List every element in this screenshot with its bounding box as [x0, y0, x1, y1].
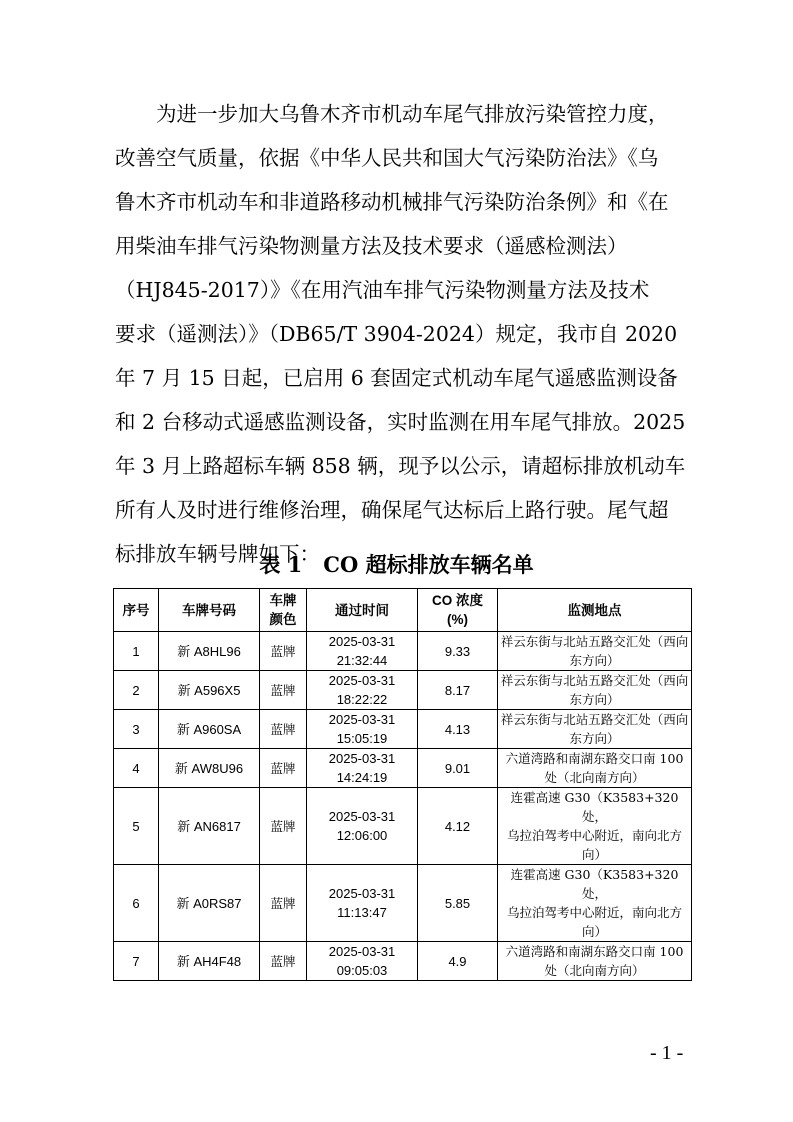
cell-plate: 新 A0RS87	[159, 865, 260, 942]
cell-location-line2: 乌拉泊驾考中心附近，南向北方	[506, 905, 682, 920]
cell-location-line3: 向）	[581, 924, 607, 939]
cell-seq: 4	[114, 749, 159, 788]
cell-co: 4.12	[418, 788, 498, 865]
co-exceed-vehicle-table	[113, 588, 692, 981]
cell-location-line1: 六道湾路和南湖东路交口南 100	[505, 944, 684, 959]
cell-plate: 新 A960SA	[159, 710, 260, 749]
cell-location	[498, 671, 692, 710]
paragraph-line: 改善空气质量，依据《中华人民共和国大气污染防治法》《乌	[115, 146, 659, 170]
paragraph-line: 用柴油车排气污染物测量方法及技术要求（遥感检测法）	[115, 234, 628, 258]
cell-location	[498, 749, 692, 788]
table-row	[114, 942, 692, 981]
cell-seq: 7	[114, 942, 159, 981]
cell-location	[498, 788, 692, 865]
cell-location-line2: 东方向）	[569, 692, 620, 707]
header-plate: 车牌号码	[159, 589, 260, 632]
cell-date: 2025-03-31	[328, 886, 396, 901]
cell-clock: 12:06:00	[336, 828, 388, 843]
cell-seq: 2	[114, 671, 159, 710]
cell-color: 蓝牌	[260, 865, 307, 942]
table-row	[114, 865, 692, 942]
header-pass-time: 通过时间	[307, 589, 418, 632]
header-co-line1: CO 浓度	[431, 593, 483, 608]
cell-date: 2025-03-31	[328, 712, 396, 727]
cell-plate: 新 A8HL96	[159, 632, 260, 671]
cell-seq: 1	[114, 632, 159, 671]
cell-time	[307, 671, 418, 710]
cell-clock: 14:24:19	[336, 770, 388, 785]
cell-plate: 新 AH4F48	[159, 942, 260, 981]
table-row	[114, 749, 692, 788]
cell-color: 蓝牌	[260, 710, 307, 749]
cell-color: 蓝牌	[260, 671, 307, 710]
cell-location-line1: 祥云东街与北站五路交汇处（西向	[500, 673, 689, 688]
header-plate-color-line1: 车牌	[269, 593, 297, 608]
cell-co: 5.85	[418, 865, 498, 942]
table-row	[114, 710, 692, 749]
cell-date: 2025-03-31	[328, 634, 396, 649]
header-co-line2: (%)	[447, 612, 468, 627]
paragraph-line: （HJ845-2017）》《在用汽油车排气污染物测量方法及技术	[115, 278, 650, 302]
cell-color: 蓝牌	[260, 788, 307, 865]
paragraph-line: 和 2 台移动式遥感监测设备，实时监测在用车尾气排放。2025	[115, 410, 686, 434]
page-number: - 1 -	[650, 1042, 684, 1064]
paragraph-line: 年 3 月上路超标车辆 858 辆，现予以公示，请超标排放机动车	[115, 454, 686, 478]
cell-time	[307, 632, 418, 671]
cell-location-line3: 向）	[581, 847, 607, 862]
cell-time	[307, 788, 418, 865]
cell-seq: 5	[114, 788, 159, 865]
cell-co: 9.01	[418, 749, 498, 788]
cell-co: 4.13	[418, 710, 498, 749]
cell-location-line2: 东方向）	[569, 653, 620, 668]
cell-location-line1: 祥云东街与北站五路交汇处（西向	[500, 712, 689, 727]
paragraph-line: 为进一步加大乌鲁木齐市机动车尾气排放污染管控力度，	[156, 102, 669, 126]
cell-color: 蓝牌	[260, 942, 307, 981]
cell-date: 2025-03-31	[328, 809, 396, 824]
cell-date: 2025-03-31	[328, 751, 396, 766]
cell-location-line2: 乌拉泊驾考中心附近，南向北方	[506, 828, 682, 843]
cell-seq: 3	[114, 710, 159, 749]
cell-clock: 15:05:19	[336, 731, 388, 746]
table-row	[114, 788, 692, 865]
cell-time	[307, 865, 418, 942]
cell-location	[498, 632, 692, 671]
cell-clock: 09:05:03	[336, 963, 388, 978]
paragraph-line: 要求（遥测法）》（DB65/T 3904-2024）规定，我市自 2020	[115, 322, 678, 346]
cell-location-line1: 连霍高速 G30（K3583+320 处，	[510, 867, 679, 901]
cell-plate: 新 AN6817	[159, 788, 260, 865]
cell-location	[498, 942, 692, 981]
cell-date: 2025-03-31	[328, 944, 396, 959]
paragraph-line: 年 7 月 15 日起，已启用 6 套固定式机动车尾气遥感监测设备	[115, 366, 678, 390]
cell-date: 2025-03-31	[328, 673, 396, 688]
notice-paragraph	[115, 92, 685, 576]
cell-location-line2: 东方向）	[569, 731, 620, 746]
table-row	[114, 632, 692, 671]
cell-plate: 新 AW8U96	[159, 749, 260, 788]
cell-location	[498, 865, 692, 942]
table-header-row	[114, 589, 692, 632]
cell-co: 8.17	[418, 671, 498, 710]
cell-location-line1: 祥云东街与北站五路交汇处（西向	[500, 634, 689, 649]
cell-clock: 18:22:22	[336, 692, 388, 707]
header-plate-color-line2: 颜色	[269, 612, 297, 627]
header-seq: 序号	[114, 589, 159, 632]
cell-color: 蓝牌	[260, 632, 307, 671]
table-row	[114, 671, 692, 710]
cell-co: 4.9	[418, 942, 498, 981]
paragraph-line: 鲁木齐市机动车和非道路移动机械排气污染防治条例》和《在	[115, 190, 669, 214]
cell-co: 9.33	[418, 632, 498, 671]
paragraph-line: 标排放车辆号牌如下：	[115, 542, 320, 566]
cell-seq: 6	[114, 865, 159, 942]
cell-clock: 11:13:47	[337, 905, 387, 920]
cell-color: 蓝牌	[260, 749, 307, 788]
cell-time	[307, 749, 418, 788]
cell-location-line1: 连霍高速 G30（K3583+320 处，	[510, 790, 679, 824]
paragraph-line: 所有人及时进行维修治理，确保尾气达标后上路行驶。尾气超	[115, 498, 669, 522]
cell-location	[498, 710, 692, 749]
cell-location-line1: 六道湾路和南湖东路交口南 100	[505, 751, 684, 766]
cell-plate: 新 A596X5	[159, 671, 260, 710]
cell-location-line2: 处（北向南方向）	[544, 770, 645, 785]
header-location: 监测地点	[498, 589, 692, 632]
cell-time	[307, 710, 418, 749]
header-plate-color	[260, 589, 307, 632]
table-title: 表 1 CO 超标排放车辆名单	[259, 552, 534, 577]
cell-time	[307, 942, 418, 981]
header-co-concentration	[418, 589, 498, 632]
cell-clock: 21:32:44	[336, 653, 388, 668]
cell-location-line2: 处（北向南方向）	[544, 963, 645, 978]
